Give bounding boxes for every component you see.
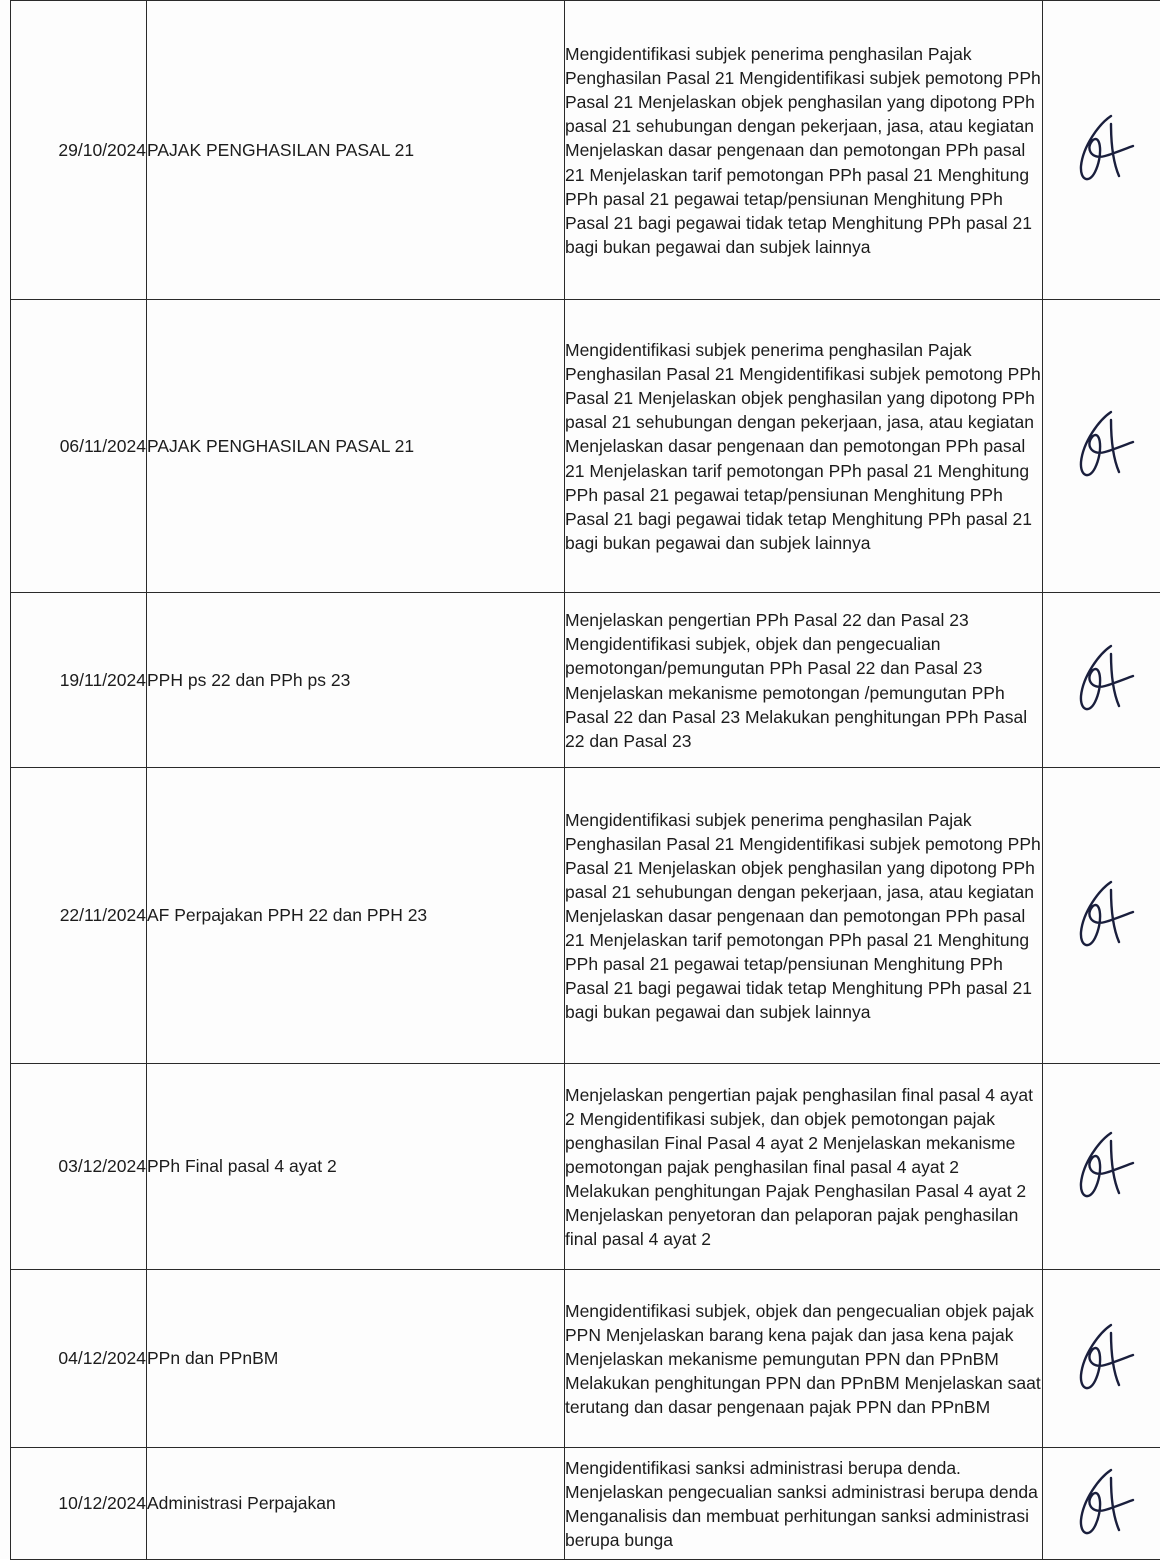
topic-cell: PPH ps 22 dan PPh ps 23 <box>147 593 565 768</box>
description-cell <box>565 768 1043 1064</box>
description-text: Mengidentifikasi subjek penerima penghasilan Pajak Penghasilan Pasal 21 Mengidentifikasi subjek pemotong PPh Pasal 21 Menjelaskan objek penghasilan yang dipotong PPh pasal 21 sehubungan dengan pekerjaan, jasa, atau kegiatan Menjelaskan dasar pengenaan dan pemotongan PPh pasal 21 Menjelaskan tarif pemotongan PPh pasal 21 Menghitung PPh pasal 21 pegawai tetap/pensiunan Menghitung PPh Pasal 21 bagi pegawai tidak tetap Menghitung PPh pasal 21 bagi bukan pegawai dan subjek lainnya <box>565 807 1042 1025</box>
signature-icon <box>1071 640 1137 720</box>
description-text: Menjelaskan pengertian pajak penghasilan final pasal 4 ayat 2 Mengidentifikasi subjek, dan objek pemotongan pajak penghasilan Final Pasal 4 ayat 2 Menjelaskan mekanisme pemotongan pajak penghasilan final pasal 4 ayat 2 Melakukan penghitungan Pajak Penghasilan Pasal 4 ayat 2 Menjelaskan penyetoran dan pelaporan pajak penghasilan final pasal 4 ayat 2 <box>565 1082 1042 1252</box>
topic-cell: AF Perpajakan PPH 22 dan PPH 23 <box>147 768 565 1064</box>
date-cell: 19/11/2024 <box>11 593 147 768</box>
signature-icon <box>1071 406 1137 486</box>
description-cell <box>565 1 1043 300</box>
description-cell <box>565 1448 1043 1560</box>
table-row <box>11 1064 1160 1270</box>
date-cell: 10/12/2024 <box>11 1448 147 1560</box>
description-cell <box>565 300 1043 593</box>
signature-cell <box>1043 768 1160 1064</box>
topic-cell: PAJAK PENGHASILAN PASAL 21 <box>147 300 565 593</box>
signature-icon <box>1071 1319 1137 1399</box>
signature-icon <box>1071 876 1137 956</box>
date-cell: 29/10/2024 <box>11 1 147 300</box>
signature-icon <box>1071 1464 1137 1544</box>
date-cell: 04/12/2024 <box>11 1270 147 1448</box>
topic-cell: PAJAK PENGHASILAN PASAL 21 <box>147 1 565 300</box>
date-cell: 22/11/2024 <box>11 768 147 1064</box>
description-cell <box>565 593 1043 768</box>
signature-cell <box>1043 1448 1160 1560</box>
table-row <box>11 1 1160 300</box>
signature-icon <box>1071 1127 1137 1207</box>
table-row <box>11 1448 1160 1560</box>
signature-cell <box>1043 593 1160 768</box>
description-text: Mengidentifikasi subjek, objek dan pengecualian objek pajak PPN Menjelaskan barang kena pajak dan jasa kena pajak Menjelaskan mekanisme pemungutan PPN dan PPnBM Melakukan penghitungan PPN dan PPnBM Menjelaskan saat terutang dan dasar pengenaan pajak PPN dan PPnBM <box>565 1298 1042 1419</box>
description-text: Mengidentifikasi sanksi administrasi berupa denda. Menjelaskan pengecualian sanksi administrasi berupa denda Menganalisis dan membuat perhitungan sanksi administrasi berupa bunga <box>565 1455 1042 1552</box>
table-row <box>11 1270 1160 1448</box>
topic-cell: PPh Final pasal 4 ayat 2 <box>147 1064 565 1270</box>
signature-cell <box>1043 1 1160 300</box>
topic-cell: PPn dan PPnBM <box>147 1270 565 1448</box>
description-text: Mengidentifikasi subjek penerima penghasilan Pajak Penghasilan Pasal 21 Mengidentifikasi subjek pemotong PPh Pasal 21 Menjelaskan objek penghasilan yang dipotong PPh pasal 21 sehubungan dengan pekerjaan, jasa, atau kegiatan Menjelaskan dasar pengenaan dan pemotongan PPh pasal 21 Menjelaskan tarif pemotongan PPh pasal 21 Menghitung PPh pasal 21 pegawai tetap/pensiunan Menghitung PPh Pasal 21 bagi pegawai tidak tetap Menghitung PPh pasal 21 bagi bukan pegawai dan subjek lainnya <box>565 41 1042 259</box>
activity-log-table <box>10 0 1160 1560</box>
table-row <box>11 593 1160 768</box>
date-cell: 03/12/2024 <box>11 1064 147 1270</box>
table-row <box>11 768 1160 1064</box>
date-cell: 06/11/2024 <box>11 300 147 593</box>
signature-icon <box>1071 110 1137 190</box>
table-row <box>11 300 1160 593</box>
signature-cell <box>1043 1270 1160 1448</box>
signature-cell <box>1043 300 1160 593</box>
description-cell <box>565 1064 1043 1270</box>
description-text: Mengidentifikasi subjek penerima penghasilan Pajak Penghasilan Pasal 21 Mengidentifikasi subjek pemotong PPh Pasal 21 Menjelaskan objek penghasilan yang dipotong PPh pasal 21 sehubungan dengan pekerjaan, jasa, atau kegiatan Menjelaskan dasar pengenaan dan pemotongan PPh pasal 21 Menjelaskan tarif pemotongan PPh pasal 21 Menghitung PPh pasal 21 pegawai tetap/pensiunan Menghitung PPh Pasal 21 bagi pegawai tidak tetap Menghitung PPh pasal 21 bagi bukan pegawai dan subjek lainnya <box>565 337 1042 555</box>
topic-cell: Administrasi Perpajakan <box>147 1448 565 1560</box>
description-text: Menjelaskan pengertian PPh Pasal 22 dan Pasal 23 Mengidentifikasi subjek, objek dan pengecualian pemotongan/pemungutan PPh Pasal 22 dan Pasal 23 Menjelaskan mekanisme pemotongan /pemungutan PPh Pasal 22 dan Pasal 23 Melakukan penghitungan PPh Pasal 22 dan Pasal 23 <box>565 607 1042 753</box>
description-cell <box>565 1270 1043 1448</box>
signature-cell <box>1043 1064 1160 1270</box>
